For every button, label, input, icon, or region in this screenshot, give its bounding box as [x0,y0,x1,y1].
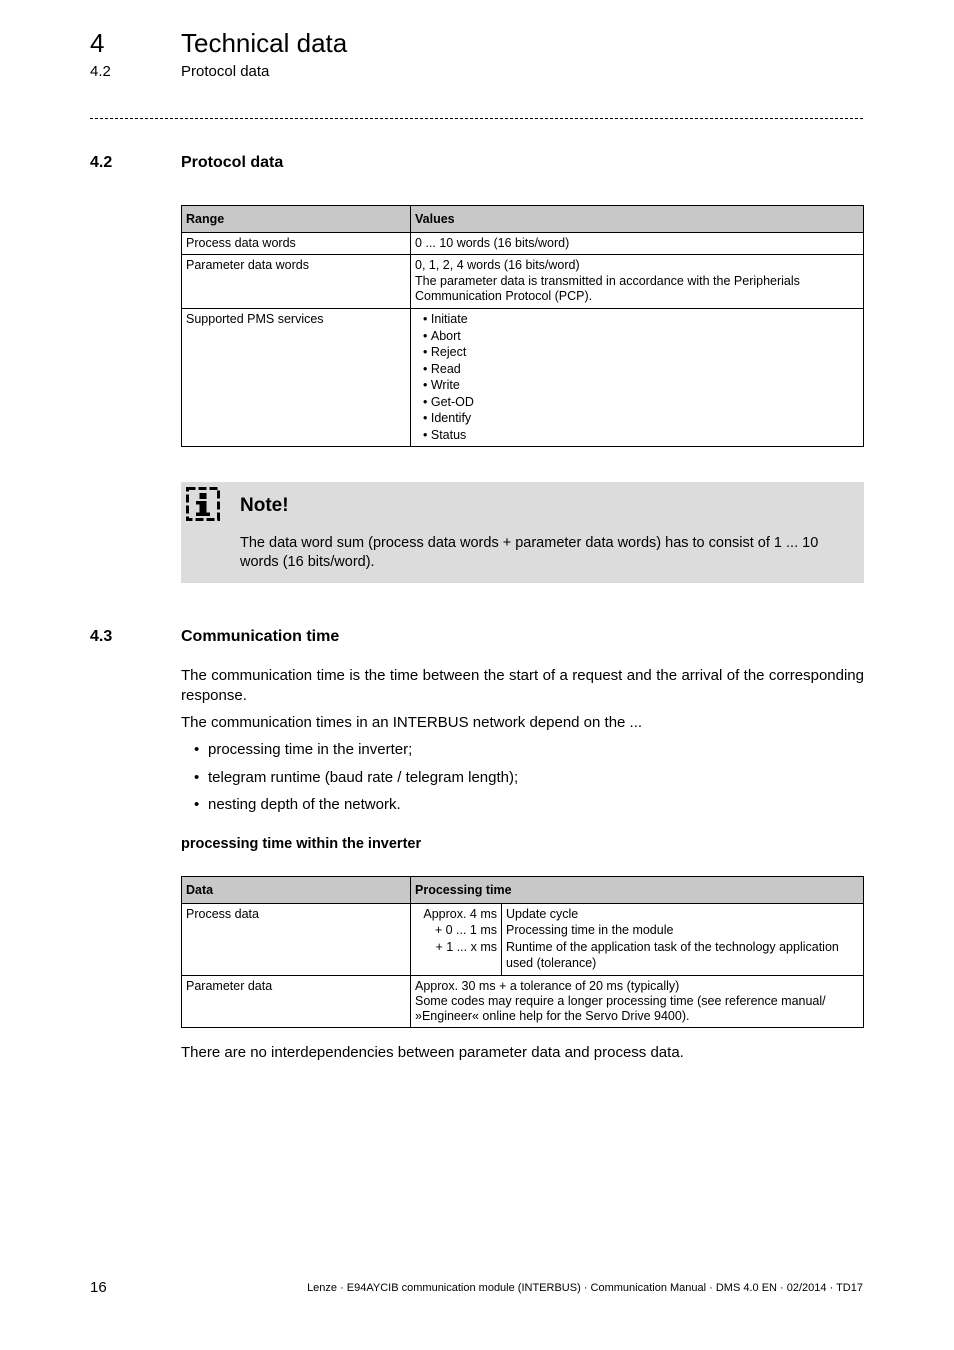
list-item: • Write [423,377,859,394]
time-cell [411,975,864,1028]
time-values: Approx. 4 ms + 0 ... 1 ms + 1 ... x ms [411,904,502,975]
dependency-list [194,740,518,823]
list-item: • nesting depth of the network. [194,795,518,815]
chapter-number: 4 [90,28,105,58]
body-paragraph: The communication time is the time between the start of a request and the arrival of the corresponding response. [181,667,864,704]
list-item: • Identify [423,410,859,427]
info-icon [186,487,220,521]
range-cell: Parameter data words [182,255,411,309]
time-cell [411,903,864,975]
column-header: Processing time [411,877,864,904]
data-cell: Parameter data [182,975,411,1028]
list-item: • Initiate [423,311,859,328]
list-item: • Read [423,361,859,378]
range-cell: Supported PMS services [182,309,411,447]
column-header: Data [182,877,411,904]
time-descriptions: Update cycle Processing time in the module Runtime of the application task of the technology application used (tolerance) [506,906,839,970]
table-row [182,903,864,975]
value-cell [411,309,864,447]
time-note: Some codes may require a longer processing time (see reference manual/ »Engineer« online help for the Servo Drive 9400). [415,994,826,1023]
value-cell: 0 ... 10 words (16 bits/word) [411,232,864,255]
table-header-row [182,877,864,904]
table-row [182,309,864,447]
header-section-number: 4.2 [90,63,111,80]
header-section-title: Protocol data [181,63,270,80]
header-divider [90,118,863,119]
page-number: 16 [90,1279,107,1296]
section-title: Communication time [181,628,340,645]
chapter-title: Technical data [181,28,348,58]
range-cell: Process data words [182,232,411,255]
list-item: • Abort [423,328,859,345]
table-row [182,975,864,1028]
value-cell [411,255,864,309]
body-paragraph: The communication times in an INTERBUS network depend on the ... [181,714,643,731]
value-text: 0, 1, 2, 4 words (16 bits/word) [415,258,580,272]
column-header: Values [411,206,864,233]
list-item: • Get-OD [423,394,859,411]
processing-time-table [181,876,864,1028]
time-text: Approx. 30 ms + a tolerance of 20 ms (typically) [415,978,680,993]
column-header: Range [182,206,411,233]
section-number: 4.3 [90,628,113,645]
section-number: 4.2 [90,154,113,171]
note-box [181,482,864,583]
list-item: • Status [423,427,859,444]
value-note: The parameter data is transmitted in accordance with the Peripherials Communication Protocol (PCP). [415,273,800,303]
subheading: processing time within the inverter [181,836,422,852]
process-time-breakdown [411,904,855,975]
note-text: The data word sum (process data words + parameter data words) has to consist of 1 ... 10 words (16 bits/word). [240,535,819,570]
pms-services-list [415,311,859,443]
table-row [182,232,864,255]
list-item: • processing time in the inverter; [194,740,518,760]
list-item: • Reject [423,344,859,361]
protocol-data-table [181,205,864,447]
footer-text: Lenze · E94AYCIB communication module (INTERBUS) · Communication Manual · DMS 4.0 EN · 02/2014 · TD17 [307,1282,863,1294]
data-cell: Process data [182,903,411,975]
closing-paragraph: There are no interdependencies between parameter data and process data. [181,1044,684,1061]
table-header-row [182,206,864,233]
list-item: • telegram runtime (baud rate / telegram length); [194,768,518,788]
table-row [182,255,864,309]
note-title: Note! [240,495,289,516]
section-title: Protocol data [181,154,284,171]
